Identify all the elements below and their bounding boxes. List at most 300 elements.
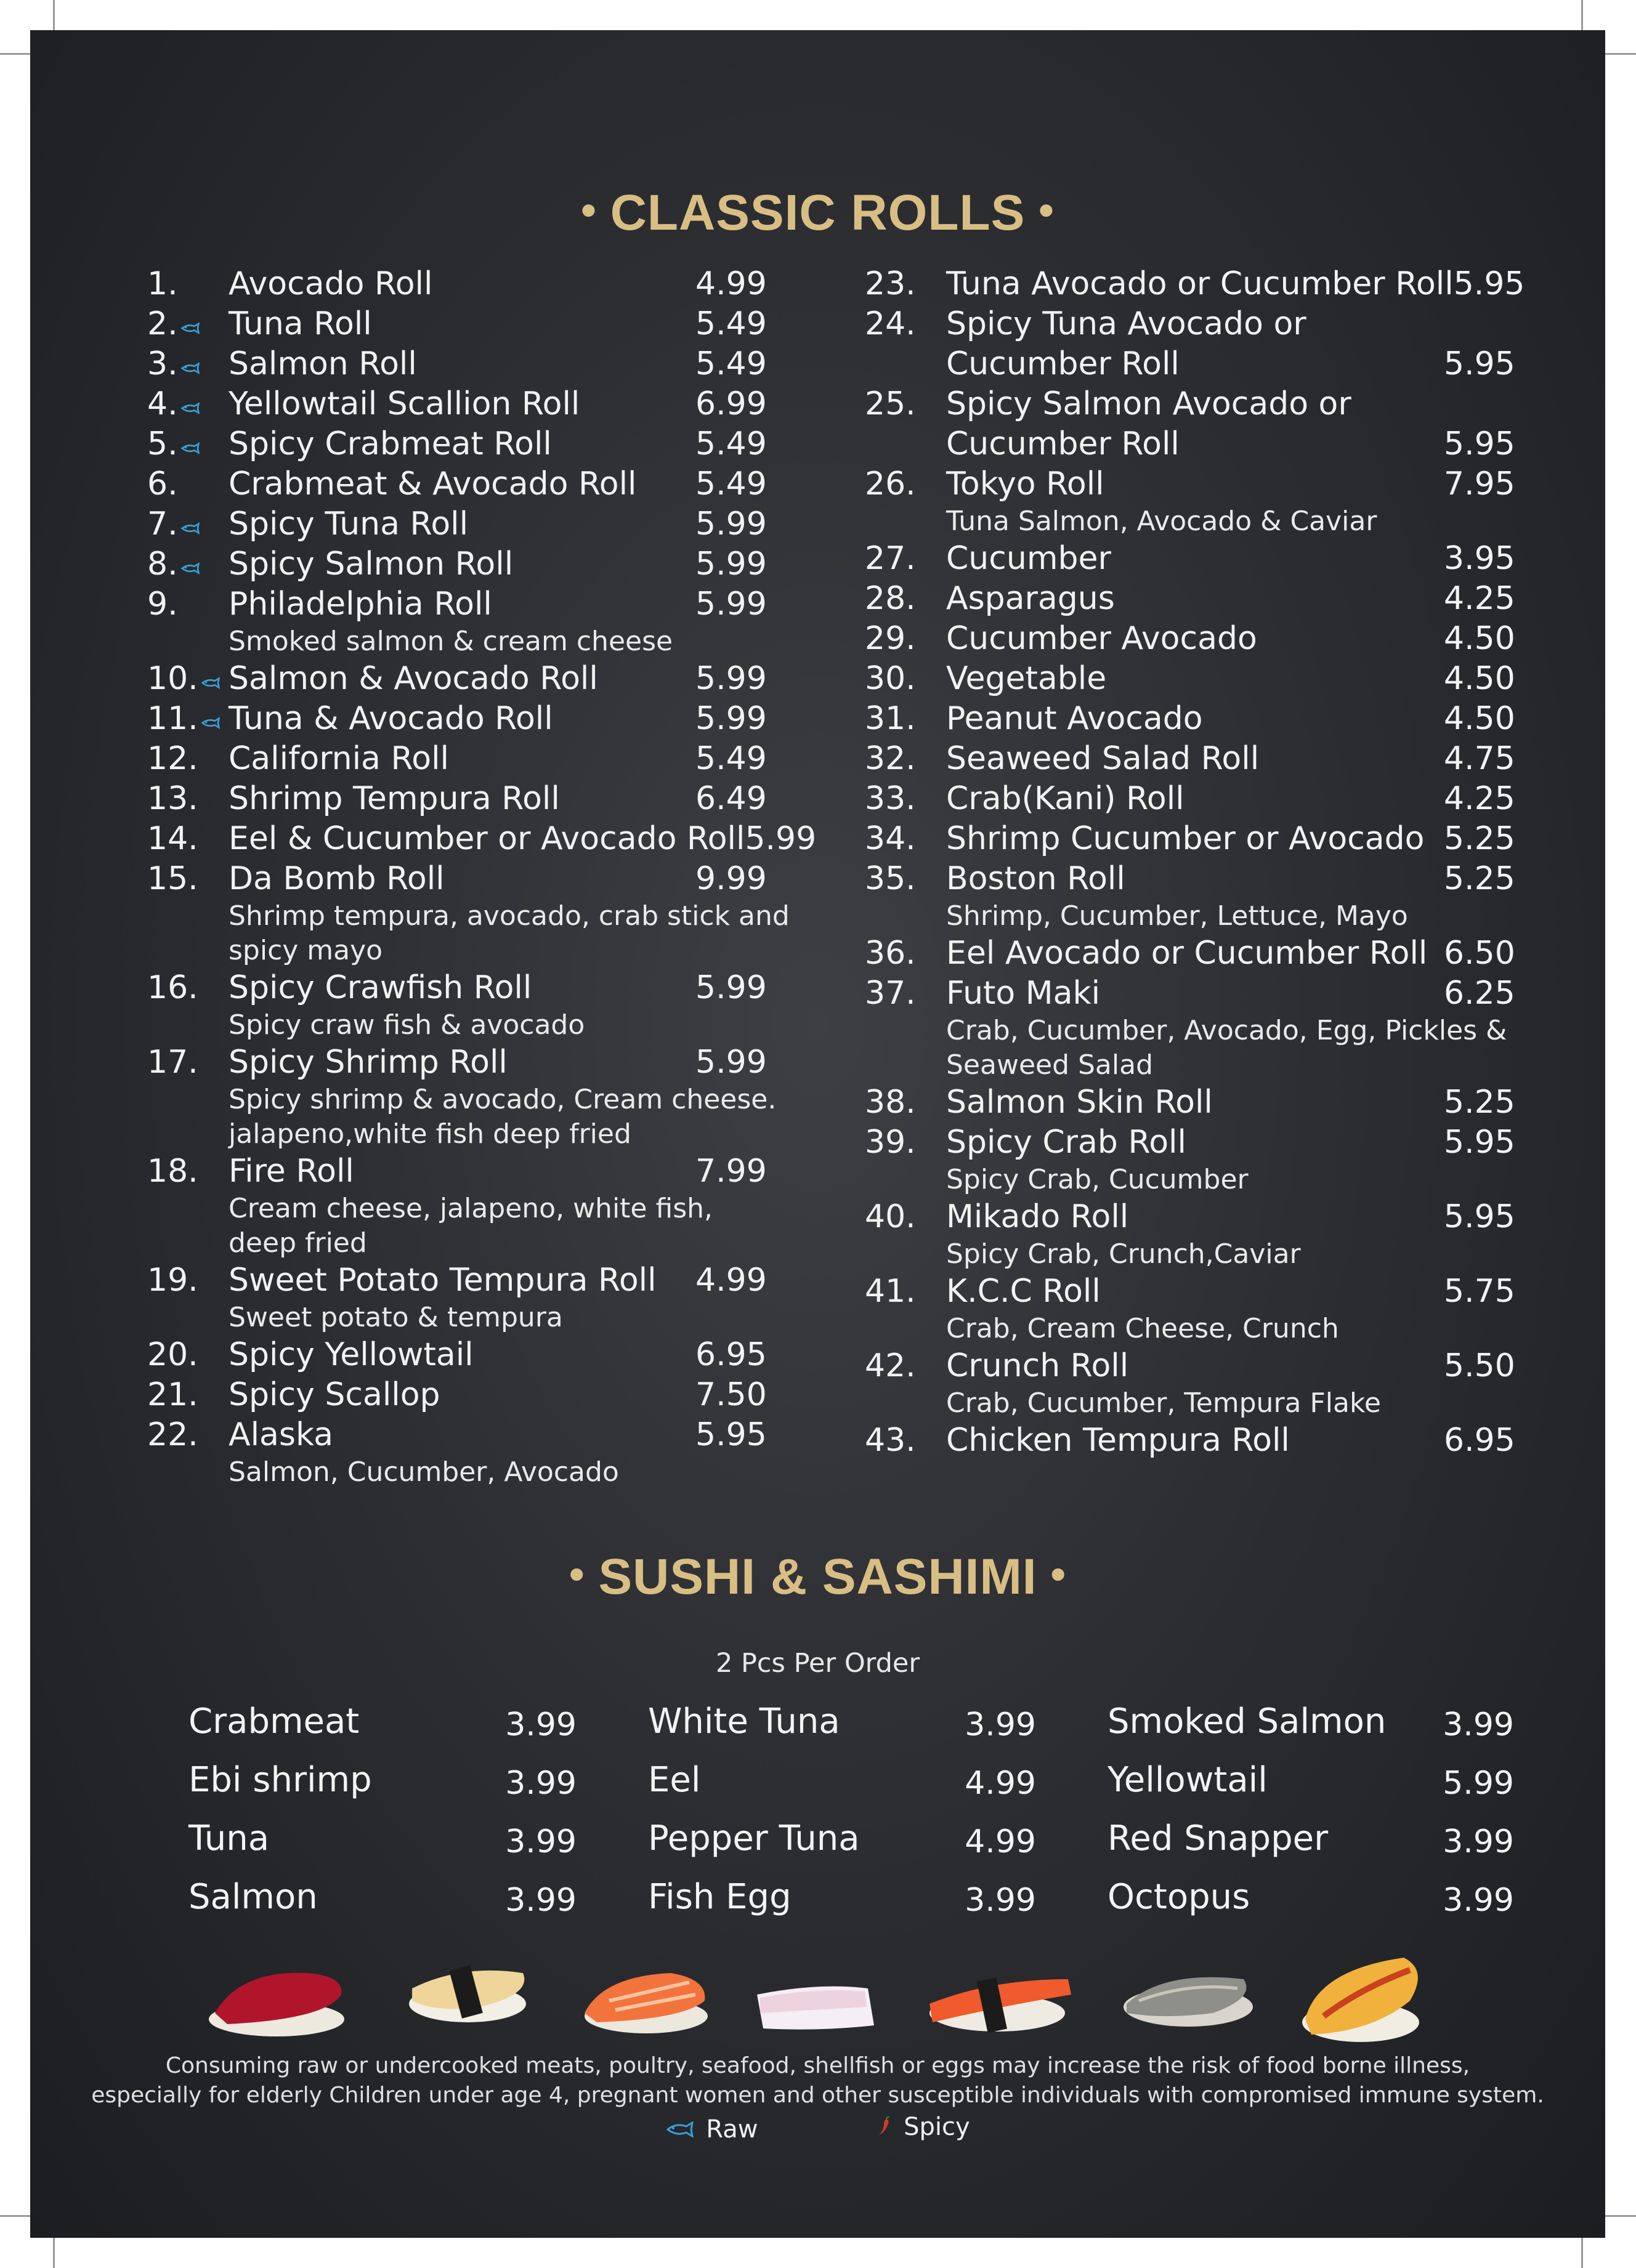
roll-description: Crab, Cream Cheese, Crunch [946,1313,1339,1344]
roll-name: Cucumber Avocado [946,620,1257,657]
roll-price: 6.49 [695,780,767,817]
roll-number-text: 9. [147,586,178,623]
roll-number [865,1123,946,1163]
roll-price: 3.95 [1444,540,1515,577]
roll-description: Smoked salmon & cream cheese [229,626,673,657]
roll-number [865,579,946,619]
roll-name: Salmon Roll [229,345,417,382]
white-tuna-nigiri-image [757,1987,874,2030]
roll-item [865,384,1512,424]
roll-number-text: 38. [865,1084,916,1121]
roll-name: Cucumber Roll [946,345,1180,382]
roll-item [147,1152,767,1261]
roll-name: Philadelphia Roll [229,586,492,623]
roll-number [865,539,946,579]
roll-number-text: 3. [147,345,178,382]
roll-number [865,264,946,304]
sushi-item [188,1817,577,1876]
sushi-item [1108,1876,1514,1934]
roll-description: Crab, Cucumber, Avocado, Egg, Pickles & Seaweed Salad [946,1015,1507,1081]
roll-name: Spicy Crab Roll [946,1124,1186,1161]
roll-price: 5.95 [1453,265,1525,302]
roll-name: Cucumber [946,540,1111,577]
roll-name: Boston Roll [946,860,1125,897]
roll-number [865,1421,946,1461]
roll-number [147,344,229,384]
roll-price: 5.99 [695,546,767,583]
legend-spicy [877,2113,970,2141]
roll-item [865,344,1515,384]
roll-number-text: 23. [865,265,916,302]
sushi-sashimi-title: SUSHI & SASHIMI [598,1549,1037,1605]
roll-number [147,384,229,424]
sushi-name: Crabmeat [188,1701,360,1741]
roll-name: Tuna & Avocado Roll [229,700,553,737]
roll-item [865,819,1515,859]
roll-item [865,974,1515,1083]
roll-number-text: 32. [865,740,916,777]
roll-item [147,1375,767,1415]
roll-item [865,424,1515,464]
roll-item [147,1261,767,1335]
roll-number-text: 37. [865,975,916,1012]
roll-price: 5.99 [695,660,767,697]
roll-number [865,779,946,819]
sushi-sashimi-heading: • SUSHI & SASHIMI • [569,1549,1067,1605]
sushi-price: 3.99 [965,1706,1036,1743]
roll-number-text: 20. [147,1336,198,1373]
roll-price: 5.95 [695,1416,767,1453]
roll-name: Futo Maki [946,975,1101,1012]
roll-name: Spicy Tuna Avocado or [946,305,1306,342]
sushi-column [188,1700,577,1934]
sushi-price: 3.99 [1443,1823,1514,1860]
roll-description: Salmon, Cucumber, Avocado [229,1456,619,1488]
raw-fish-icon [180,506,200,543]
roll-price: 4.75 [1444,740,1515,777]
sushi-name: Ebi shrimp [188,1760,372,1800]
roll-item [147,819,817,859]
chili-pepper-icon [877,2117,893,2137]
classic-rolls-right-column [865,264,1525,1461]
roll-name: Tokyo Roll [946,466,1104,502]
sushi-name: Octopus [1108,1877,1250,1917]
roll-price: 5.99 [695,1044,767,1081]
roll-item [865,579,1515,619]
roll-item [147,424,767,464]
roll-name: Crunch Roll [946,1347,1129,1384]
roll-name: Salmon & Avocado Roll [229,660,598,697]
roll-price: 5.49 [695,740,767,777]
roll-name: Eel & Cucumber or Avocado Roll [229,820,745,857]
roll-number [865,1197,946,1237]
roll-name: Spicy Yellowtail [229,1336,474,1373]
raw-fish-icon [201,700,221,737]
roll-item [865,1421,1515,1461]
roll-number [865,659,946,699]
raw-fish-icon [180,345,200,382]
roll-item [147,859,790,968]
sushi-name: Salmon [188,1877,318,1917]
roll-name: Peanut Avocado [946,700,1203,737]
raw-fish-icon [180,426,200,462]
roll-number [865,464,946,504]
roll-item [865,859,1515,934]
roll-price: 5.75 [1444,1273,1515,1310]
sushi-price: 3.99 [1443,1706,1514,1743]
sushi-item [188,1876,577,1934]
crop-mark [1605,53,1636,55]
roll-item [147,1415,767,1490]
roll-name: Spicy Salmon Avocado or [946,385,1351,422]
sushi-name: Eel [648,1760,701,1800]
legend-raw [665,2115,758,2144]
sushi-item [1108,1759,1514,1817]
fish-icon [665,2121,695,2137]
sushi-price: 3.99 [505,1765,577,1802]
roll-item [865,1083,1515,1123]
roll-number [147,699,229,739]
roll-price: 4.50 [1444,700,1515,737]
roll-name: Vegetable [946,660,1107,697]
roll-number-text: 43. [865,1422,916,1459]
classic-rolls-left-column [147,264,817,1490]
crop-mark [1581,0,1583,31]
roll-name: Avocado Roll [229,265,433,302]
roll-number-text: 40. [865,1198,916,1235]
sushi-name: Red Snapper [1108,1818,1329,1858]
sushi-name: Pepper Tuna [648,1818,860,1858]
roll-number [865,699,946,739]
roll-name: Tuna Avocado or Cucumber Roll [946,265,1454,302]
roll-name: Shrimp Tempura Roll [229,780,560,817]
roll-name: Mikado Roll [946,1198,1129,1235]
roll-number-text: 1. [147,265,178,302]
sushi-name: White Tuna [648,1701,840,1741]
roll-name: Spicy Crawfish Roll [229,969,532,1006]
roll-price: 6.95 [1444,1422,1515,1459]
roll-description: Crab, Cucumber, Tempura Flake [946,1387,1381,1419]
roll-name: Spicy Tuna Roll [229,506,469,543]
sushi-price: 5.99 [1443,1765,1514,1802]
sushi-item [648,1817,1036,1876]
roll-number-text: 24. [865,305,916,342]
roll-number-text: 14. [147,820,198,857]
crab-nigiri-image [929,1977,1071,2033]
classic-rolls-heading: • CLASSIC ROLLS • [581,185,1055,241]
classic-rolls-title: CLASSIC ROLLS [610,185,1026,241]
roll-description: Spicy craw fish & avocado [229,1009,585,1041]
roll-number-text: 21. [147,1376,198,1413]
roll-name: Seaweed Salad Roll [946,740,1260,777]
roll-item [147,1335,767,1375]
roll-price: 6.25 [1444,975,1515,1012]
roll-item [147,584,767,659]
roll-number [147,968,229,1008]
roll-number [147,304,229,344]
roll-item [865,619,1515,659]
roll-number [147,1043,229,1083]
roll-price [1444,384,1512,424]
roll-number-text: 31. [865,700,916,737]
roll-name: Asparagus [946,580,1115,617]
roll-price: 4.99 [695,1262,767,1299]
roll-number [147,1415,229,1455]
sushi-item [1108,1700,1514,1759]
mackerel-nigiri-image [1124,1977,1253,2027]
roll-price: 5.99 [695,969,767,1006]
crop-mark [0,53,31,55]
roll-number-text: 8. [147,546,178,583]
sushi-name: Fish Egg [648,1877,792,1917]
roll-number-text: 4. [147,385,178,422]
sushi-column [1108,1700,1514,1934]
roll-price: 5.99 [695,506,767,543]
roll-price: 5.49 [695,345,767,382]
menu-page [30,30,1605,2238]
roll-number [147,544,229,584]
roll-number [147,584,229,624]
sushi-price: 3.99 [505,1823,577,1860]
roll-description: Spicy Crab, Cucumber [946,1164,1249,1195]
sushi-sashimi-subtitle: 2 Pcs Per Order [715,1648,920,1679]
roll-item [865,934,1515,974]
raw-fish-icon [201,660,221,697]
roll-number [147,1335,229,1375]
roll-price: 5.49 [695,305,767,342]
roll-number [865,1346,946,1386]
roll-item [865,1123,1515,1197]
roll-number [865,384,946,424]
roll-item [147,739,767,779]
sushi-photo-strip [203,1945,1435,2053]
roll-number [865,304,946,344]
roll-price: 5.49 [695,426,767,462]
sushi-price: 3.99 [965,1882,1036,1919]
roll-price: 4.99 [695,265,767,302]
roll-item [147,1043,777,1152]
roll-number-text: 11. [147,700,198,737]
roll-name: Alaska [229,1416,334,1453]
raw-fish-icon [180,546,200,583]
roll-name: Cucumber Roll [946,426,1180,462]
roll-price: 6.50 [1444,935,1515,972]
roll-number [865,424,946,464]
roll-name: Shrimp Cucumber or Avocado [946,820,1425,857]
sushi-item [648,1876,1036,1934]
roll-description: Spicy shrimp & avocado, Cream cheese. jalapeno,white fish deep fried [229,1084,777,1150]
roll-price: 4.25 [1444,580,1515,617]
roll-item [147,544,767,584]
sushi-price: 3.99 [505,1882,577,1919]
roll-item [865,1272,1515,1346]
roll-name: Eel Avocado or Cucumber Roll [946,935,1428,972]
disclaimer-line-2: especially for elderly Children under age 4, pregnant women and other susceptible individuals with compromised immune system. [91,2083,1544,2108]
roll-number-text: 25. [865,385,916,422]
roll-number-text: 6. [147,466,178,502]
sushi-item [188,1700,577,1759]
crop-mark [1581,2238,1583,2268]
roll-item [147,304,767,344]
roll-number-text: 5. [147,426,178,462]
roll-name: Yellowtail Scallion Roll [229,385,580,422]
roll-number [865,619,946,659]
roll-name: Chicken Tempura Roll [946,1422,1290,1459]
raw-fish-icon [180,305,200,342]
roll-name: Fire Roll [229,1153,354,1190]
roll-name: Spicy Shrimp Roll [229,1044,508,1081]
roll-name: Crabmeat & Avocado Roll [229,466,637,502]
sushi-price: 4.99 [965,1823,1036,1860]
sushi-name: Smoked Salmon [1108,1701,1387,1741]
roll-number [865,739,946,779]
roll-item [865,779,1515,819]
legend-spicy-label: Spicy [904,2113,970,2141]
roll-number [147,424,229,464]
roll-number [865,934,946,974]
roll-item [147,699,767,739]
sushi-item [648,1759,1036,1817]
roll-item [865,659,1515,699]
sushi-item [1108,1817,1514,1876]
sushi-column [648,1700,1036,1934]
roll-price: 5.95 [1444,1124,1515,1161]
roll-number-text: 39. [865,1124,916,1161]
roll-description: Shrimp, Cucumber, Lettuce, Mayo [946,900,1408,932]
roll-name: Sweet Potato Tempura Roll [229,1262,657,1299]
roll-price: 6.99 [695,385,767,422]
sushi-item [648,1700,1036,1759]
roll-number-text: 7. [147,506,178,543]
roll-name: Crab(Kani) Roll [946,780,1184,817]
roll-number [865,819,946,859]
roll-number-text: 42. [865,1347,916,1384]
roll-item [147,504,767,544]
roll-number-text: 16. [147,969,198,1006]
legend-raw-label: Raw [706,2115,758,2144]
roll-name: Spicy Salmon Roll [229,546,514,583]
roll-description: Shrimp tempura, avocado, crab stick and spicy mayo [229,900,790,966]
sushi-price: 3.99 [1443,1882,1514,1919]
roll-number-text: 28. [865,580,916,617]
sushi-price: 3.99 [505,1706,577,1743]
disclaimer-line-1: Consuming raw or undercooked meats, poultry, seafood, shellfish or eggs may increase the risk of food borne illness, [165,2053,1470,2078]
roll-item [147,264,767,304]
roll-number-text: 29. [865,620,916,657]
sushi-name: Yellowtail [1108,1760,1268,1800]
roll-price: 5.49 [695,466,767,502]
roll-number-text: 26. [865,466,916,502]
salmon-nigiri-image [585,1973,708,2033]
raw-fish-icon [180,385,200,422]
roll-price: 6.95 [695,1336,767,1373]
roll-price: 4.50 [1444,620,1515,657]
sushi-item [188,1759,577,1817]
roll-item [147,968,767,1043]
roll-price: 5.99 [745,820,817,857]
roll-item [147,779,767,819]
roll-item [147,464,767,504]
roll-item [865,1197,1515,1272]
roll-number [865,1083,946,1123]
roll-number [865,1272,946,1312]
roll-item [865,699,1515,739]
roll-price: 5.99 [695,700,767,737]
roll-price: 9.99 [695,860,767,897]
roll-number-text: 13. [147,780,198,817]
roll-name: Salmon Skin Roll [946,1084,1213,1121]
roll-name: Tuna Roll [229,305,372,342]
icon-legend [30,2113,1605,2144]
roll-name: California Roll [229,740,449,777]
roll-number-text: 36. [865,935,916,972]
roll-item [865,464,1515,539]
roll-number [147,264,229,304]
roll-number-text: 15. [147,860,198,897]
roll-item [147,344,767,384]
roll-price: 7.95 [1444,466,1515,502]
tamago-nigiri-image [409,1965,526,2022]
roll-number-text: 30. [865,660,916,697]
roll-number-text: 2. [147,305,178,342]
roll-number [147,1375,229,1415]
roll-price: 5.99 [695,586,767,623]
roll-name: Spicy Scallop [229,1376,440,1413]
roll-number [147,1261,229,1301]
roll-item [147,384,767,424]
roll-number [147,859,229,899]
roll-number-text: 33. [865,780,916,817]
roll-item [865,264,1525,304]
roll-number [147,659,229,699]
roll-price: 5.25 [1444,860,1515,897]
roll-item [147,659,767,699]
crop-mark [1605,2215,1636,2217]
roll-number [147,819,229,859]
roll-number [865,974,946,1014]
roll-number-text: 41. [865,1273,916,1310]
roll-price: 5.95 [1444,1198,1515,1235]
roll-price: 5.95 [1444,345,1515,382]
surf-clam-nigiri-image [1302,1958,1419,2042]
roll-number [147,504,229,544]
roll-item [865,304,1512,344]
roll-description: Tuna Salmon, Avocado & Caviar [946,506,1377,537]
roll-item [865,1346,1515,1421]
roll-name: K.C.C Roll [946,1273,1101,1310]
roll-name: Spicy Crabmeat Roll [229,426,552,462]
roll-price: 4.50 [1444,660,1515,697]
roll-number [147,464,229,504]
roll-price: 4.25 [1444,780,1515,817]
roll-number [147,779,229,819]
crop-mark [53,0,55,31]
roll-item [865,539,1515,579]
roll-price: 7.99 [695,1153,767,1190]
roll-price: 5.95 [1444,426,1515,462]
roll-price: 5.50 [1444,1347,1515,1384]
roll-number-text: 34. [865,820,916,857]
roll-number-text: 12. [147,740,198,777]
roll-description: Cream cheese, jalapeno, white fish, deep fried [229,1193,713,1259]
tuna-nigiri-image [209,1973,344,2036]
roll-price: 5.25 [1444,820,1515,857]
health-disclaimer [30,2051,1605,2110]
roll-description: Spicy Crab, Crunch,Caviar [946,1238,1301,1270]
roll-number-text: 19. [147,1262,198,1299]
roll-price: 7.50 [695,1376,767,1413]
roll-number-text: 27. [865,540,916,577]
